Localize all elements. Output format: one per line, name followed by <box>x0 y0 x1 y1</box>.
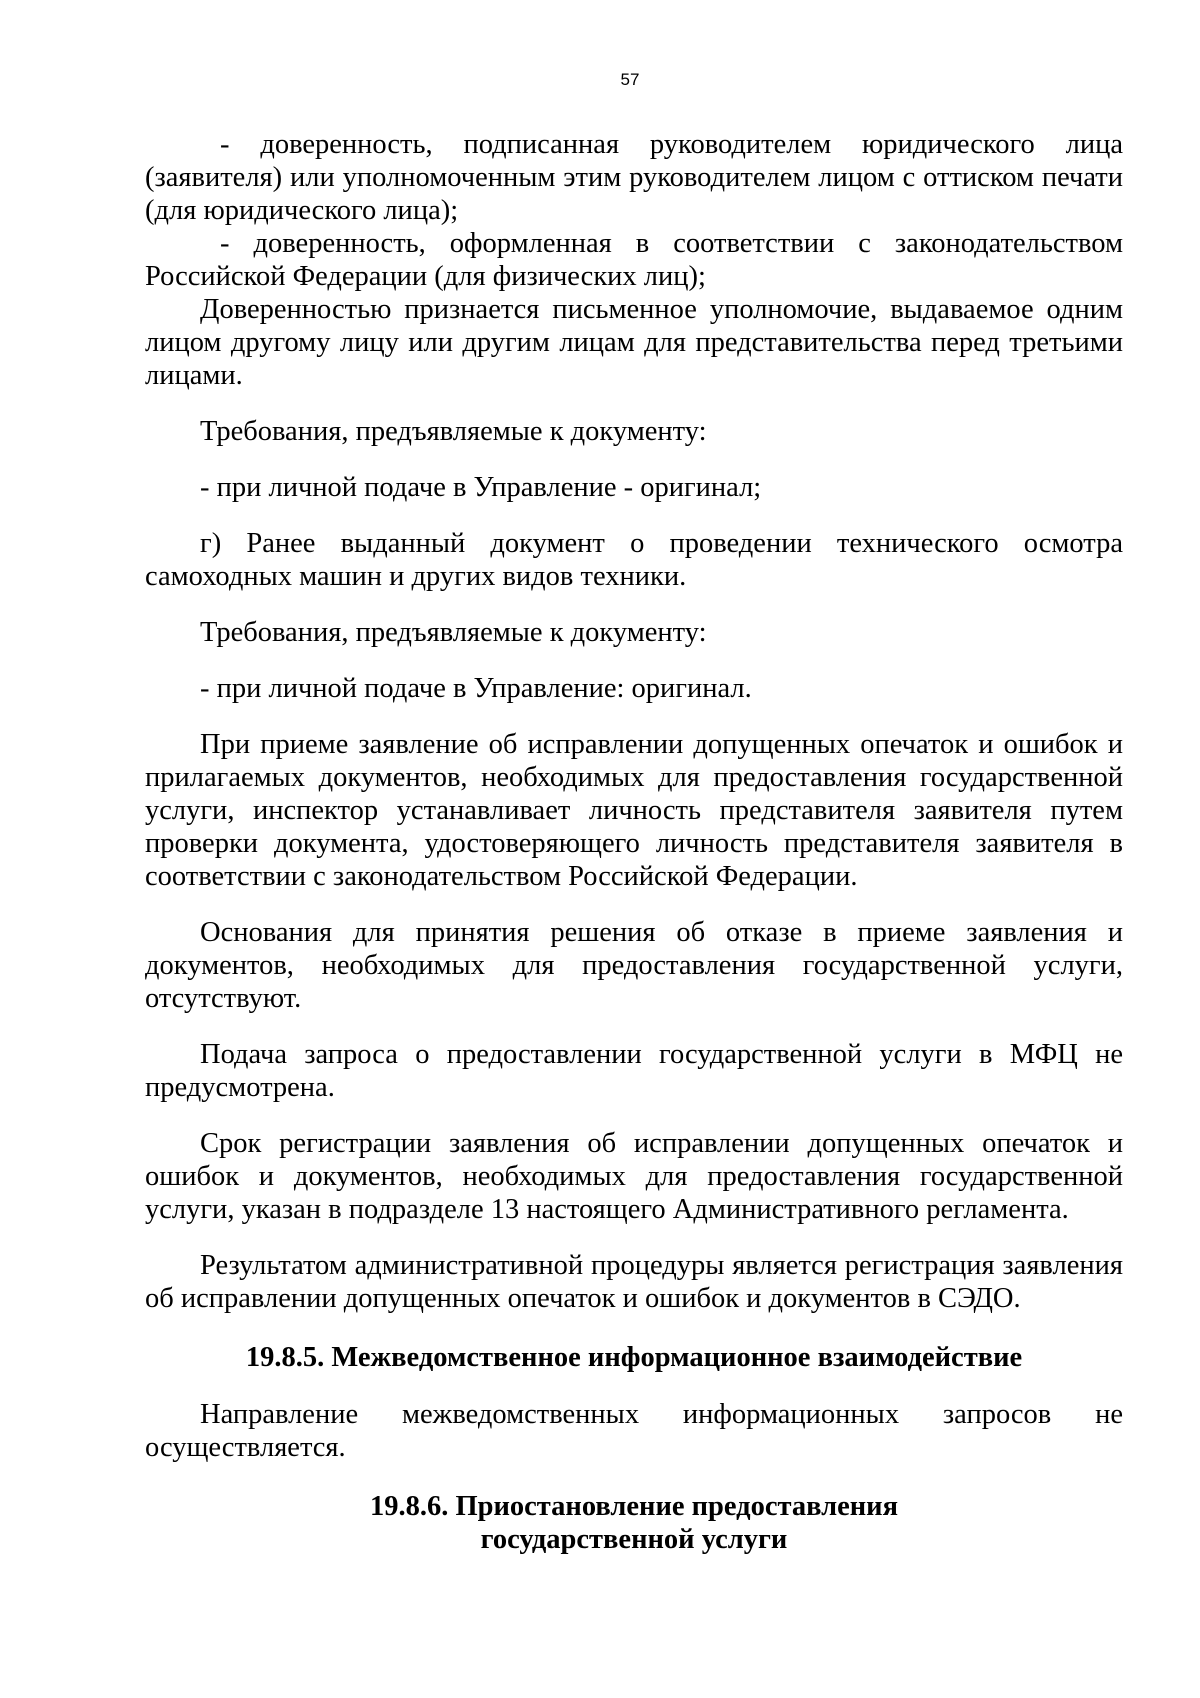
section-heading-19-8-6 <box>145 1490 1123 1556</box>
paragraph-mfc: Подача запроса о предоставлении государственной услуги в МФЦ не предусмотрена. <box>145 1039 1123 1103</box>
section-heading-19-8-5: 19.8.5. Межведомственное информационное взаимодействие <box>245 1342 1023 1373</box>
paragraph-interagency-requests: Направление межведомственных информационных запросов не осуществляется. <box>145 1399 1123 1463</box>
paragraph-refusal-grounds: Основания для принятия решения об отказе в приеме заявления и документов, необходимых для предоставления государственной услуги, отсутствуют. <box>145 917 1123 1014</box>
paragraph-original-2: - при личной подаче в Управление: оригинал. <box>200 673 752 704</box>
paragraph-requirements-1: Требования, предъявляемые к документу: <box>200 416 707 447</box>
paragraph-original-1: - при личной подаче в Управление - оригинал; <box>200 472 762 503</box>
section-heading-19-8-6-line-1: 19.8.6. Приостановление предоставления <box>369 1491 899 1522</box>
paragraph-power-of-attorney-legal: - доверенность, подписанная руководителем юридического лица (заявителя) или уполномоченным этим руководителем лицом с оттиском печати (для юридического лица); <box>145 129 1123 226</box>
paragraph-identity-check: При приеме заявление об исправлении допущенных опечаток и ошибок и прилагаемых документов, необходимых для предоставления государственной услуги, инспектор устанавливает личность представителя заявителя путем проверки документа, удостоверяющего личность представителя заявителя в соответствии с законодательством Российской Федерации. <box>145 729 1123 892</box>
paragraph-power-of-attorney-definition: Доверенностью признается письменное уполномочие, выдаваемое одним лицом другому лицу или другим лицам для представительства перед третьими лицами. <box>145 294 1123 391</box>
page-number: 57 <box>620 70 640 89</box>
paragraph-power-of-attorney-individual: - доверенность, оформленная в соответствии с законодательством Российской Федерации (для физических лиц); <box>145 228 1123 292</box>
paragraph-registration-term: Срок регистрации заявления об исправлении допущенных опечаток и ошибок и документов, необходимых для предоставления государственной услуги, указан в подразделе 13 настоящего Административного регламента. <box>145 1128 1123 1225</box>
paragraph-item-g: г) Ранее выданный документ о проведении технического осмотра самоходных машин и других видов техники. <box>145 528 1123 592</box>
page-content <box>145 128 1123 1556</box>
paragraph-requirements-2: Требования, предъявляемые к документу: <box>200 617 707 648</box>
paragraph-procedure-result: Результатом административной процедуры является регистрация заявления об исправлении допущенных опечаток и ошибок и документов в СЭДО. <box>145 1250 1123 1314</box>
section-heading-19-8-6-line-2: государственной услуги <box>480 1524 788 1555</box>
